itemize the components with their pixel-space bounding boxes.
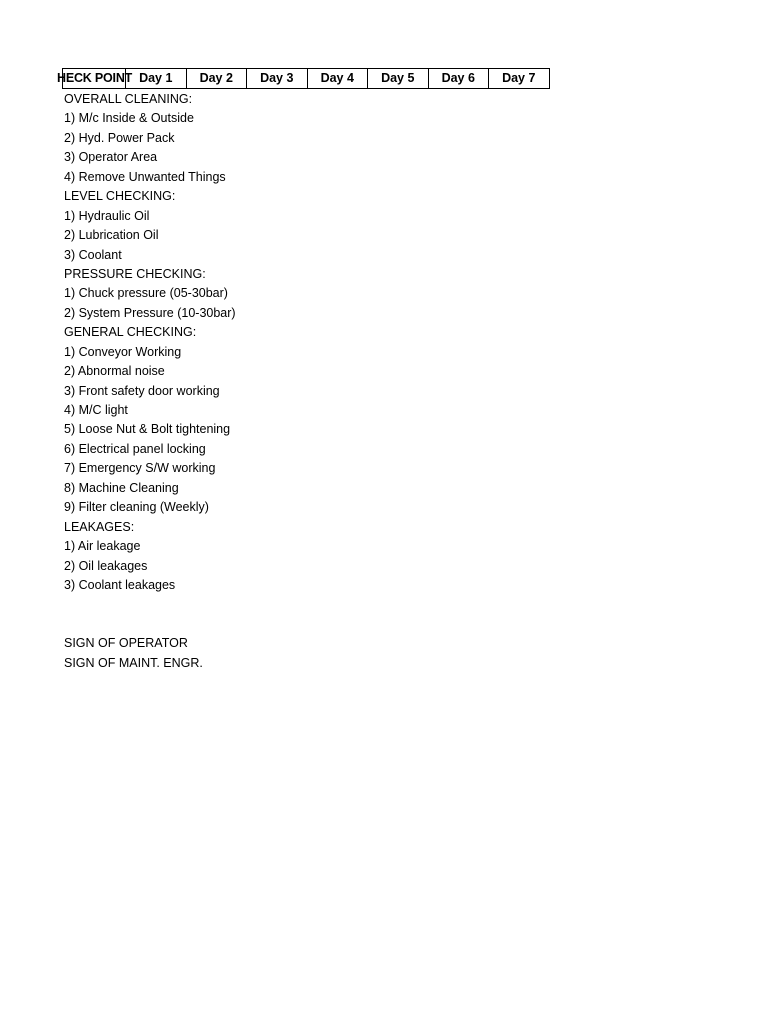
checklist-item: 2) Lubrication Oil <box>64 228 159 243</box>
sign-of-maint-engr: SIGN OF MAINT. ENGR. <box>64 655 203 670</box>
checklist-item: 3) Front safety door working <box>64 383 220 398</box>
checklist-item: 3) Coolant leakages <box>64 577 176 592</box>
checklist-item: 4) M/C light <box>64 403 128 417</box>
checklist-item: 9) Filter cleaning (Weekly) <box>64 500 209 515</box>
section-heading-leakages: LEAKAGES: <box>64 519 135 534</box>
checklist-item: 2) System Pressure (10-30bar) <box>64 305 236 320</box>
check-point-label: HECK POINT <box>57 71 133 85</box>
checklist-item: 2) Abnormal noise <box>64 364 165 379</box>
header-cell-day-2: Day 2 <box>186 69 247 88</box>
header-cell-day-1: Day 1 <box>125 69 186 88</box>
header-cell-day-6: Day 6 <box>428 69 489 88</box>
sign-of-operator: SIGN OF OPERATOR <box>64 636 188 651</box>
header-cell-day-3: Day 3 <box>246 69 307 88</box>
checklist-item: 2) Oil leakages <box>64 558 148 573</box>
checklist-item: 1) M/c Inside & Outside <box>64 111 194 126</box>
checklist-lines <box>64 90 236 673</box>
checklist-item: 3) Operator Area <box>64 150 158 165</box>
checklist-item: 1) Hydraulic Oil <box>64 208 150 223</box>
checklist-item: 1) Conveyor Working <box>64 344 182 359</box>
header-cell-day-5: Day 5 <box>367 69 428 88</box>
checklist-item: 2) Hyd. Power Pack <box>64 130 175 145</box>
header-cell-day-4: Day 4 <box>307 69 368 88</box>
blank-row <box>64 595 236 614</box>
checklist-item: 8) Machine Cleaning <box>64 480 179 495</box>
header-cell-day-7: Day 7 <box>488 69 549 88</box>
section-heading-level-checking: LEVEL CHECKING: <box>64 189 176 204</box>
checklist-item: 4) Remove Unwanted Things <box>64 169 226 184</box>
blank-row <box>64 615 236 634</box>
header-cell-check-point <box>57 69 133 88</box>
checklist-item: 7) Emergency S/W working <box>64 461 216 476</box>
section-heading-pressure-checking: PRESSURE CHECKING: <box>64 266 206 281</box>
checklist-item: 1) Air leakage <box>64 539 141 554</box>
checklist-item: 6) Electrical panel locking <box>64 441 206 456</box>
header-row <box>57 68 550 89</box>
section-heading-general-checking: GENERAL CHECKING: <box>64 325 197 340</box>
section-heading-overall-cleaning: OVERALL CLEANING: <box>64 92 193 106</box>
checklist-item: 1) Chuck pressure (05-30bar) <box>64 286 228 301</box>
checklist-item: 3) Coolant <box>64 247 122 262</box>
checklist-item: 5) Loose Nut & Bolt tightening <box>64 422 231 437</box>
